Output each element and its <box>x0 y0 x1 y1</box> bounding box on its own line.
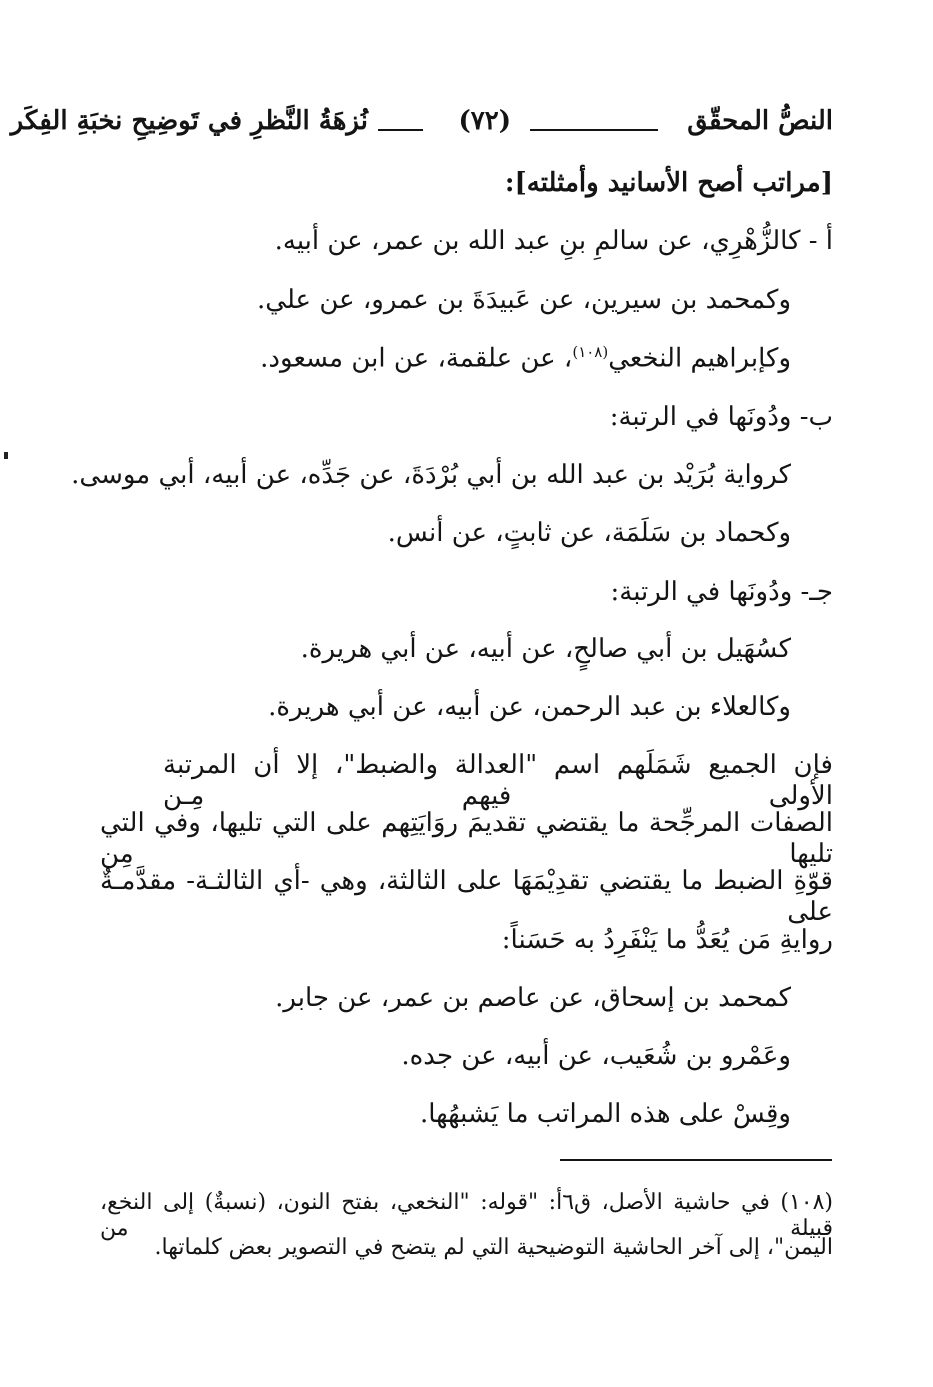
paragraph-line-4: روايةِ مَن يُعَدُّ ما يَنْفَرِدُ به حَسَناً: <box>501 925 833 955</box>
paragraph-line-3: قوّةِ الضبط ما يقتضي تقدِيْمَهَا على الثالثة، وهي -أي الثالثـة- مقدَّمـةٌ على <box>100 866 833 928</box>
margin-mark <box>4 452 8 459</box>
footnote-line-2: اليمن"، إلى آخر الحاشية التوضيحية التي لم يتضح في التصوير بعض كلماتها. <box>154 1235 833 1260</box>
rank-b-heading: ب- ودُونَها في الرتبة: <box>609 402 833 432</box>
footnote-line-1: (١٠٨) في حاشية الأصل، ق٦أ: "قوله: "النخعي، بفتح النون، (نسبةٌ) إلى النخع، قبيلة من <box>100 1190 833 1242</box>
rank-a-line-2: وكمحمد بن سيرين، عن عَبيدَةَ بن عمرو، عن علي. <box>257 285 791 315</box>
header-book-title: نُزهَةُ النَّظرِ في تَوضِيحِ نخبَةِ الفِكَر <box>10 106 368 136</box>
header-rule-right <box>530 129 658 131</box>
section-heading: [مراتب أصح الأسانيد وأمثلته]: <box>504 168 833 198</box>
header-rule-left <box>378 129 423 131</box>
footnote-reference-108: (١٠٨) <box>572 343 609 361</box>
rank-c-heading: جـ- ودُونَها في الرتبة: <box>610 577 833 607</box>
example-line-2: وعَمْرو بن شُعَيب، عن أبيه، عن جده. <box>401 1041 791 1071</box>
example-line-3: وقِسْ على هذه المراتب ما يَشبهُها. <box>419 1099 791 1129</box>
paragraph-line-1: فإن الجميع شَمَلَهم اسم "العدالة والضبط"، إلا أن المرتبة الأولى فيهم مِـن <box>163 750 833 812</box>
rank-c-line-1: كسُهَيل بن أبي صالحٍ، عن أبيه، عن أبي هريرة. <box>300 634 791 664</box>
rank-a-line-1: أ - كالزُّهْرِي، عن سالمِ بنِ عبد الله بن عمر، عن أبيه. <box>274 226 833 256</box>
rank-b-line-2: وكحماد بن سَلَمَة، عن ثابتٍ، عن أنس. <box>387 518 791 548</box>
example-line-1: كمحمد بن إسحاق، عن عاصم بن عمر، عن جابر. <box>275 983 791 1013</box>
header-section-label: النصُّ المحقّق <box>687 106 833 136</box>
rank-a-line-3-text: وكإبراهيم النخعي <box>608 343 791 374</box>
footnote-separator <box>560 1159 832 1161</box>
rank-b-line-1: كرواية بُرَيْد بن عبد الله بن أبي بُرْدَةَ، عن جَدِّه، عن أبيه، أبي موسى. <box>71 460 791 490</box>
rank-c-line-2: وكالعلاء بن عبد الرحمن، عن أبيه، عن أبي هريرة. <box>268 692 791 722</box>
rank-a-line-3 <box>260 343 791 375</box>
rank-a-line-3-rest: ، عن علقمة، عن ابن مسعود. <box>260 343 573 374</box>
paragraph-line-2: الصفات المرجِّحة ما يقتضي تقديمَ روَايَتِهم على التي تليها، وفي التي تليها مِن <box>100 808 833 870</box>
header-page-number: (٧٢) <box>458 106 511 136</box>
